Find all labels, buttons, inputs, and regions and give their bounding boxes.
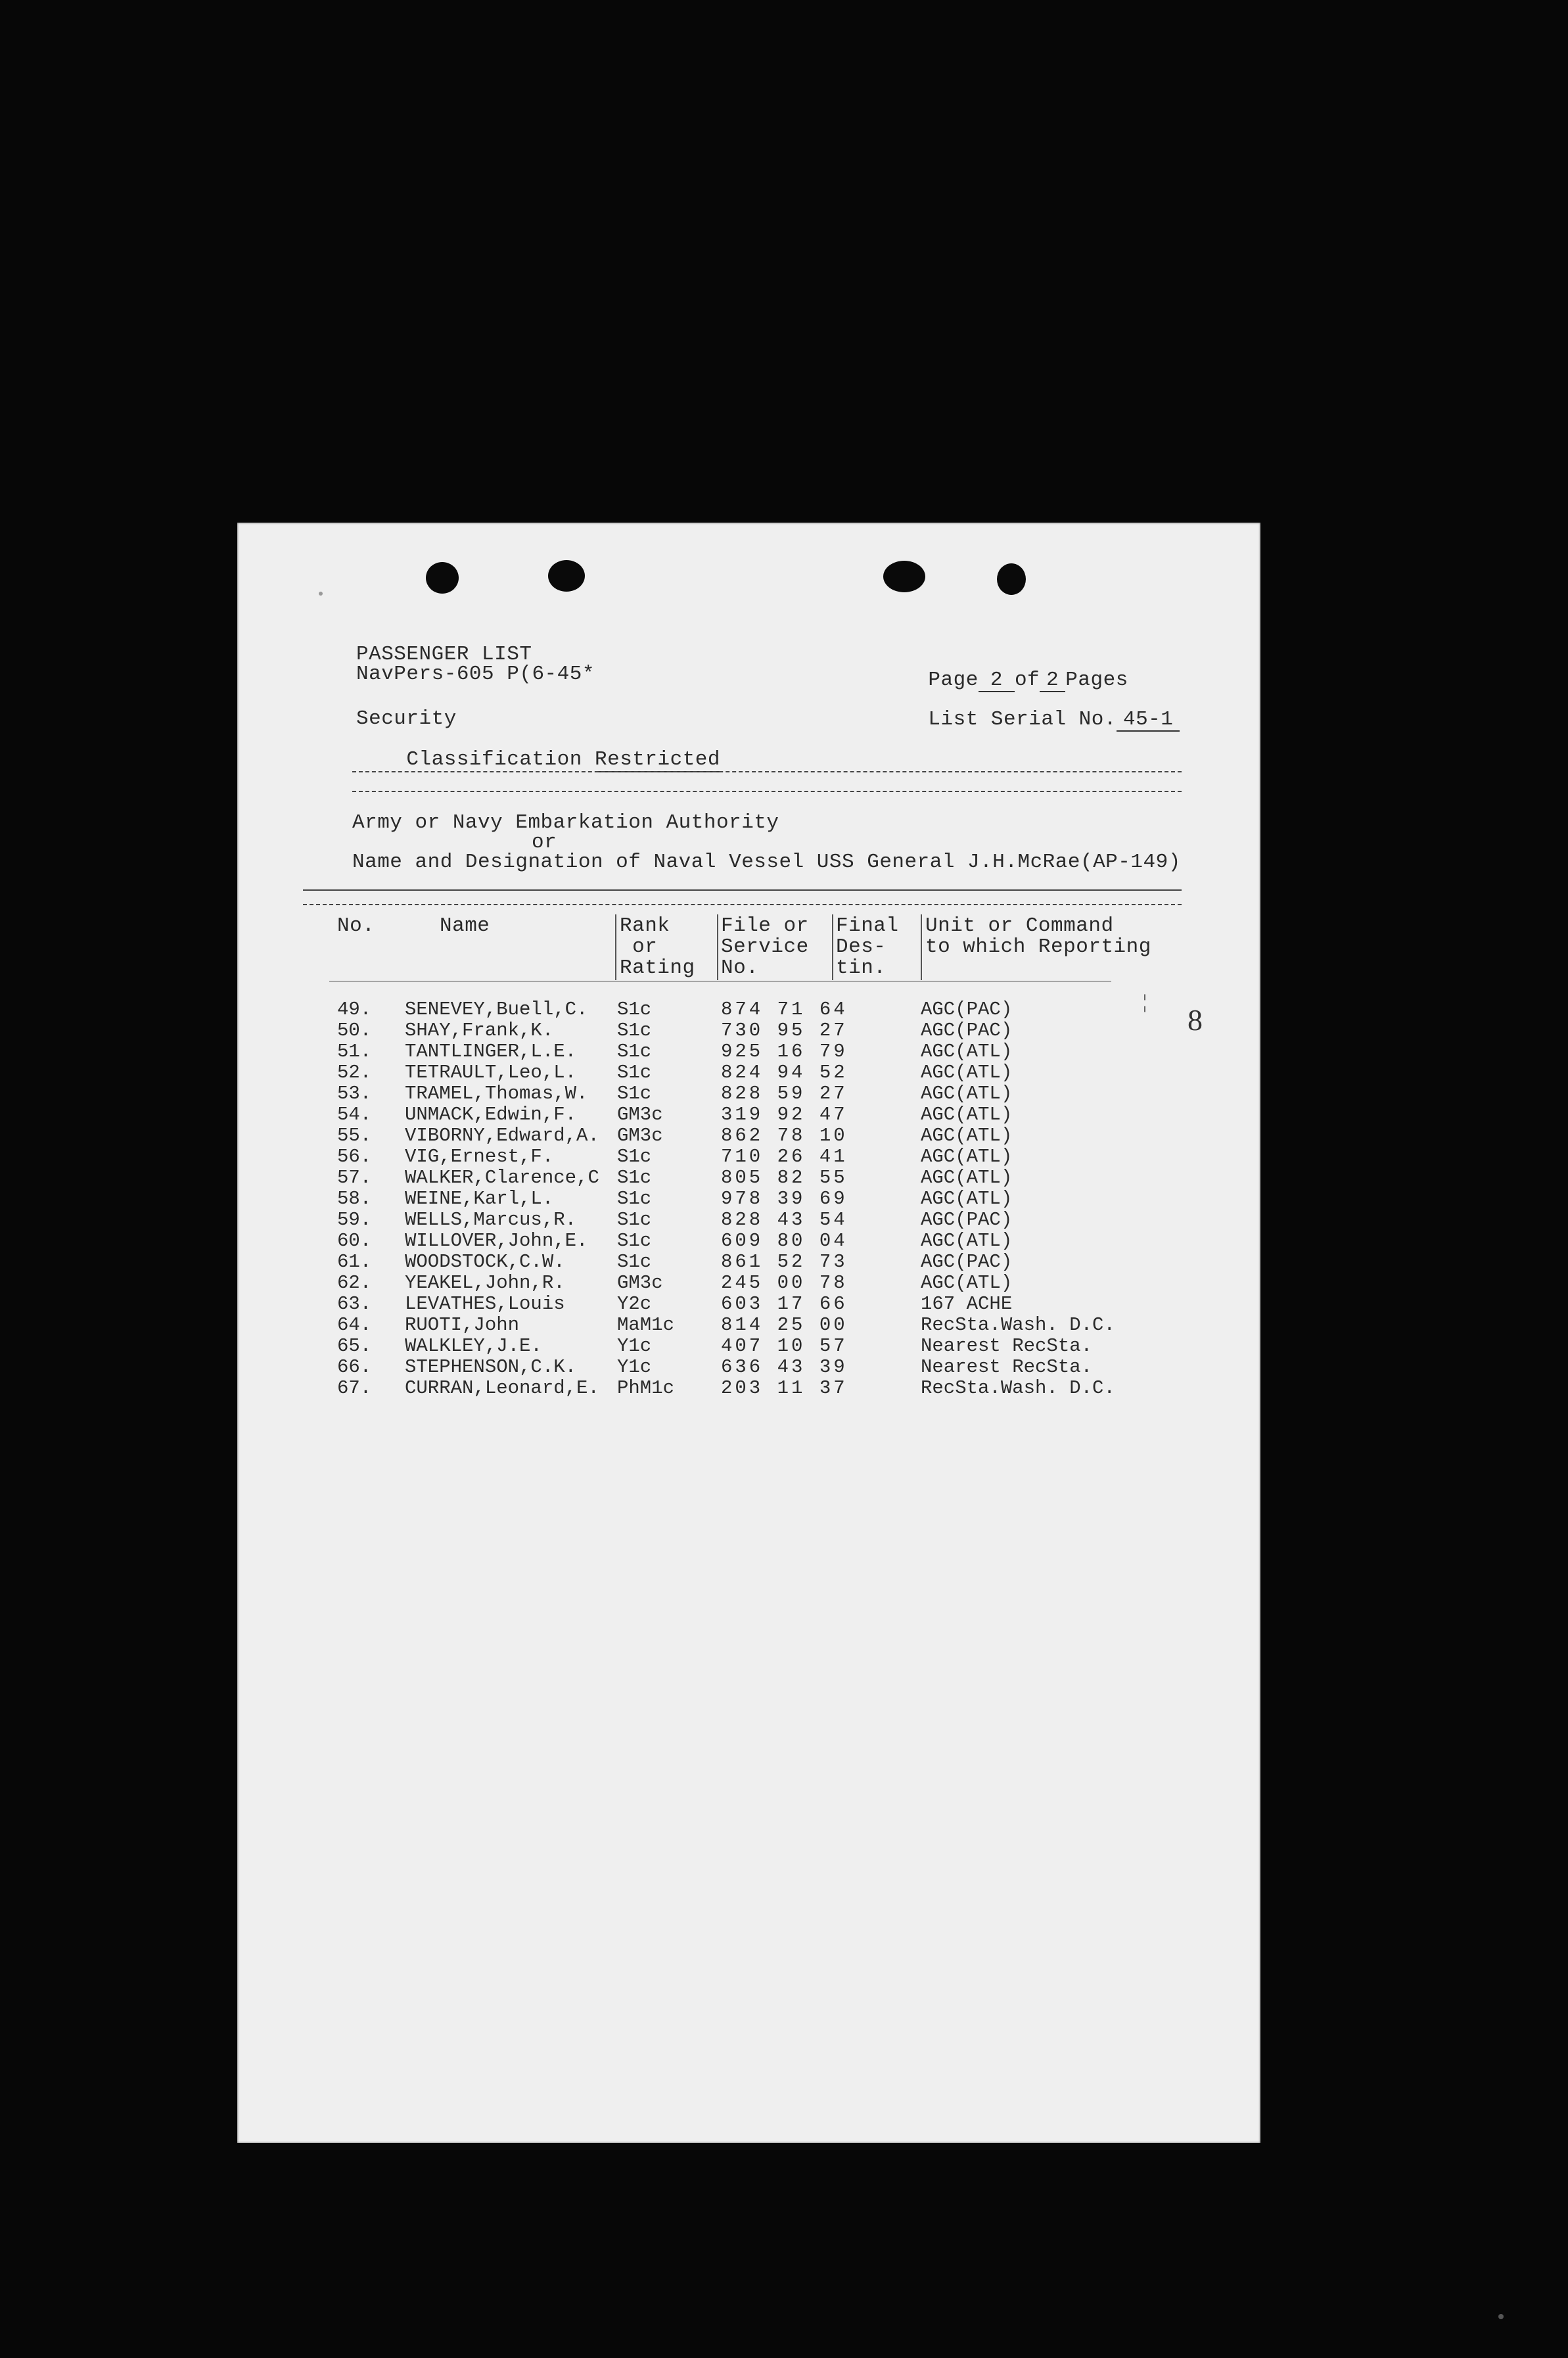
row-file: 874 71 64: [721, 999, 848, 1020]
col-header-name: Name: [440, 914, 490, 937]
serial-number: 45-1: [1117, 709, 1180, 732]
row-unit: RecSta.Wash. D.C.: [921, 1314, 1115, 1336]
col-divider-4: [921, 914, 922, 980]
row-no: 55.: [337, 1125, 372, 1146]
separator-rule-3: [303, 889, 1182, 891]
row-rank: S1c: [617, 1146, 652, 1167]
col-header-dest: Final Des- tin.: [836, 914, 899, 979]
row-file: 828 59 27: [721, 1083, 848, 1104]
row-rank: S1c: [617, 1041, 652, 1062]
punch-hole-4: [997, 563, 1026, 595]
margin-page-note: 8: [1188, 1003, 1203, 1037]
row-no: 61.: [337, 1251, 372, 1273]
row-name: TETRAULT,Leo,L.: [405, 1062, 577, 1083]
row-no: 57.: [337, 1167, 372, 1189]
row-file: 730 95 27: [721, 1020, 848, 1041]
row-name: TANTLINGER,L.E.: [405, 1041, 577, 1062]
table-row: [237, 1146, 1260, 1167]
row-name: VIG,Ernest,F.: [405, 1146, 554, 1167]
row-unit: AGC(ATL): [921, 1062, 1013, 1083]
row-no: 62.: [337, 1272, 372, 1294]
row-unit: AGC(ATL): [921, 1146, 1013, 1167]
row-name: TRAMEL,Thomas,W.: [405, 1083, 588, 1104]
row-no: 51.: [337, 1041, 372, 1062]
punch-hole-3: [883, 561, 925, 592]
table-row: [237, 1336, 1260, 1357]
table-row: [237, 1357, 1260, 1378]
row-unit: AGC(ATL): [921, 1125, 1013, 1146]
table-row: [237, 1189, 1260, 1210]
row-file: 603 17 66: [721, 1293, 848, 1315]
table-row: [237, 1294, 1260, 1315]
table-row: [237, 1104, 1260, 1125]
row-rank: S1c: [617, 1062, 652, 1083]
row-rank: S1c: [617, 1083, 652, 1104]
separator-rule-1: [352, 771, 1182, 772]
table-row: [237, 1125, 1260, 1146]
row-no: 65.: [337, 1335, 372, 1357]
authority-or: or: [532, 831, 557, 854]
row-file: 609 80 04: [721, 1230, 848, 1252]
table-row: [237, 1210, 1260, 1231]
row-unit: Nearest RecSta.: [921, 1356, 1093, 1378]
row-unit: AGC(PAC): [921, 1020, 1013, 1041]
col-divider-2: [717, 914, 718, 980]
row-rank: PhM1c: [617, 1377, 675, 1399]
row-unit: AGC(ATL): [921, 1188, 1013, 1210]
row-name: STEPHENSON,C.K.: [405, 1356, 577, 1378]
row-no: 52.: [337, 1062, 372, 1083]
row-name: CURRAN,Leonard,E.: [405, 1377, 599, 1399]
page-label: Page: [928, 669, 979, 692]
form-number: NavPers-605 P(6-45*: [356, 663, 595, 686]
row-file: 814 25 00: [721, 1314, 848, 1336]
row-rank: S1c: [617, 1167, 652, 1189]
row-rank: GM3c: [617, 1125, 663, 1146]
classification-value: Restricted: [594, 748, 721, 771]
row-unit: AGC(ATL): [921, 1041, 1013, 1062]
row-name: UNMACK,Edwin,F.: [405, 1104, 577, 1125]
row-file: 710 26 41: [721, 1146, 848, 1167]
col-divider-3: [832, 914, 833, 980]
row-unit: AGC(PAC): [921, 1251, 1013, 1273]
row-unit: AGC(ATL): [921, 1104, 1013, 1125]
table-row: [237, 1378, 1260, 1399]
row-no: 53.: [337, 1083, 372, 1104]
row-rank: S1c: [617, 1251, 652, 1273]
row-rank: S1c: [617, 1230, 652, 1252]
row-name: RUOTI,John: [405, 1314, 520, 1336]
row-file: 828 43 54: [721, 1209, 848, 1231]
row-no: 54.: [337, 1104, 372, 1125]
table-row: [237, 1231, 1260, 1252]
row-no: 49.: [337, 999, 372, 1020]
pages-label: Pages: [1065, 669, 1128, 692]
row-unit: AGC(ATL): [921, 1083, 1013, 1104]
row-name: LEVATHES,Louis: [405, 1293, 565, 1315]
separator-rule-4: [303, 904, 1182, 905]
row-unit: RecSta.Wash. D.C.: [921, 1377, 1115, 1399]
vessel-designation: Name and Designation of Naval Vessel USS General J.H.McRae(AP-149): [352, 851, 1181, 874]
row-no: 58.: [337, 1188, 372, 1210]
row-name: WALKLEY,J.E.: [405, 1335, 542, 1357]
punch-hole-2: [548, 560, 585, 592]
table-row: [237, 1252, 1260, 1273]
row-no: 63.: [337, 1293, 372, 1315]
row-file: 862 78 10: [721, 1125, 848, 1146]
row-name: WELLS,Marcus,R.: [405, 1209, 577, 1231]
page-number: 2: [979, 670, 1015, 692]
row-rank: S1c: [617, 999, 652, 1020]
row-file: 925 16 79: [721, 1041, 848, 1062]
row-name: WOODSTOCK,C.W.: [405, 1251, 565, 1273]
row-unit: AGC(PAC): [921, 1209, 1013, 1231]
table-row: [237, 1020, 1260, 1041]
col-header-rank: Rank or Rating: [620, 914, 695, 979]
serial-label: List Serial No.: [928, 708, 1117, 731]
table-row: [237, 1167, 1260, 1189]
row-rank: Y1c: [617, 1335, 652, 1357]
row-rank: S1c: [617, 1188, 652, 1210]
row-name: SENEVEY,Buell,C.: [405, 999, 588, 1020]
row-name: VIBORNY,Edward,A.: [405, 1125, 599, 1146]
col-header-file: File or Service No.: [721, 914, 809, 979]
table-row: [237, 1083, 1260, 1104]
table-row: [237, 1041, 1260, 1062]
row-file: 824 94 52: [721, 1062, 848, 1083]
col-header-no: No.: [337, 914, 375, 937]
row-no: 66.: [337, 1356, 372, 1378]
margin-tick: ¦: [1143, 991, 1147, 1012]
row-file: 805 82 55: [721, 1167, 848, 1189]
row-unit: AGC(ATL): [921, 1272, 1013, 1294]
row-no: 67.: [337, 1377, 372, 1399]
row-file: 861 52 73: [721, 1251, 848, 1273]
film-speck: [1498, 2314, 1504, 2319]
row-no: 60.: [337, 1230, 372, 1252]
row-file: 319 92 47: [721, 1104, 848, 1125]
row-unit: AGC(PAC): [921, 999, 1013, 1020]
separator-rule-2: [352, 791, 1182, 792]
row-rank: S1c: [617, 1209, 652, 1231]
document-page: [237, 523, 1260, 2143]
row-name: YEAKEL,John,R.: [405, 1272, 565, 1294]
classification-label: Classification: [406, 748, 582, 771]
row-no: 59.: [337, 1209, 372, 1231]
form-title: PASSENGER LIST: [356, 643, 532, 666]
row-unit: 167 ACHE: [921, 1293, 1013, 1315]
page-total: 2: [1040, 670, 1065, 692]
embarkation-authority-label: Army or Navy Embarkation Authority: [352, 811, 779, 834]
row-file: 245 00 78: [721, 1272, 848, 1294]
row-no: 50.: [337, 1020, 372, 1041]
row-rank: MaM1c: [617, 1314, 675, 1336]
row-rank: S1c: [617, 1020, 652, 1041]
row-name: WEINE,Karl,L.: [405, 1188, 554, 1210]
col-divider-1: [615, 914, 616, 980]
row-name: WILLOVER,John,E.: [405, 1230, 588, 1252]
table-row: [237, 1273, 1260, 1294]
row-file: 407 10 57: [721, 1335, 848, 1357]
row-no: 56.: [337, 1146, 372, 1167]
row-unit: AGC(ATL): [921, 1167, 1013, 1189]
row-rank: GM3c: [617, 1272, 663, 1294]
row-rank: GM3c: [617, 1104, 663, 1125]
row-file: 203 11 37: [721, 1377, 848, 1399]
row-name: WALKER,Clarence,C: [405, 1167, 599, 1189]
table-row: [237, 1062, 1260, 1083]
table-row: [237, 999, 1260, 1020]
classification-line: [356, 728, 720, 791]
col-header-unit: Unit or Command to which Reporting: [925, 914, 1151, 958]
row-unit: AGC(ATL): [921, 1230, 1013, 1252]
row-unit: Nearest RecSta.: [921, 1335, 1093, 1357]
row-no: 64.: [337, 1314, 372, 1336]
row-file: 636 43 39: [721, 1356, 848, 1378]
of-label: of: [1014, 669, 1040, 692]
row-rank: Y1c: [617, 1356, 652, 1378]
serial-line: [878, 688, 1180, 753]
security-label: Security: [356, 707, 457, 730]
row-name: SHAY,Frank,K.: [405, 1020, 554, 1041]
punch-hole-1: [426, 562, 459, 594]
table-row: [237, 1315, 1260, 1336]
row-file: 978 39 69: [721, 1188, 848, 1210]
row-rank: Y2c: [617, 1293, 652, 1315]
film-speck: [319, 592, 323, 596]
